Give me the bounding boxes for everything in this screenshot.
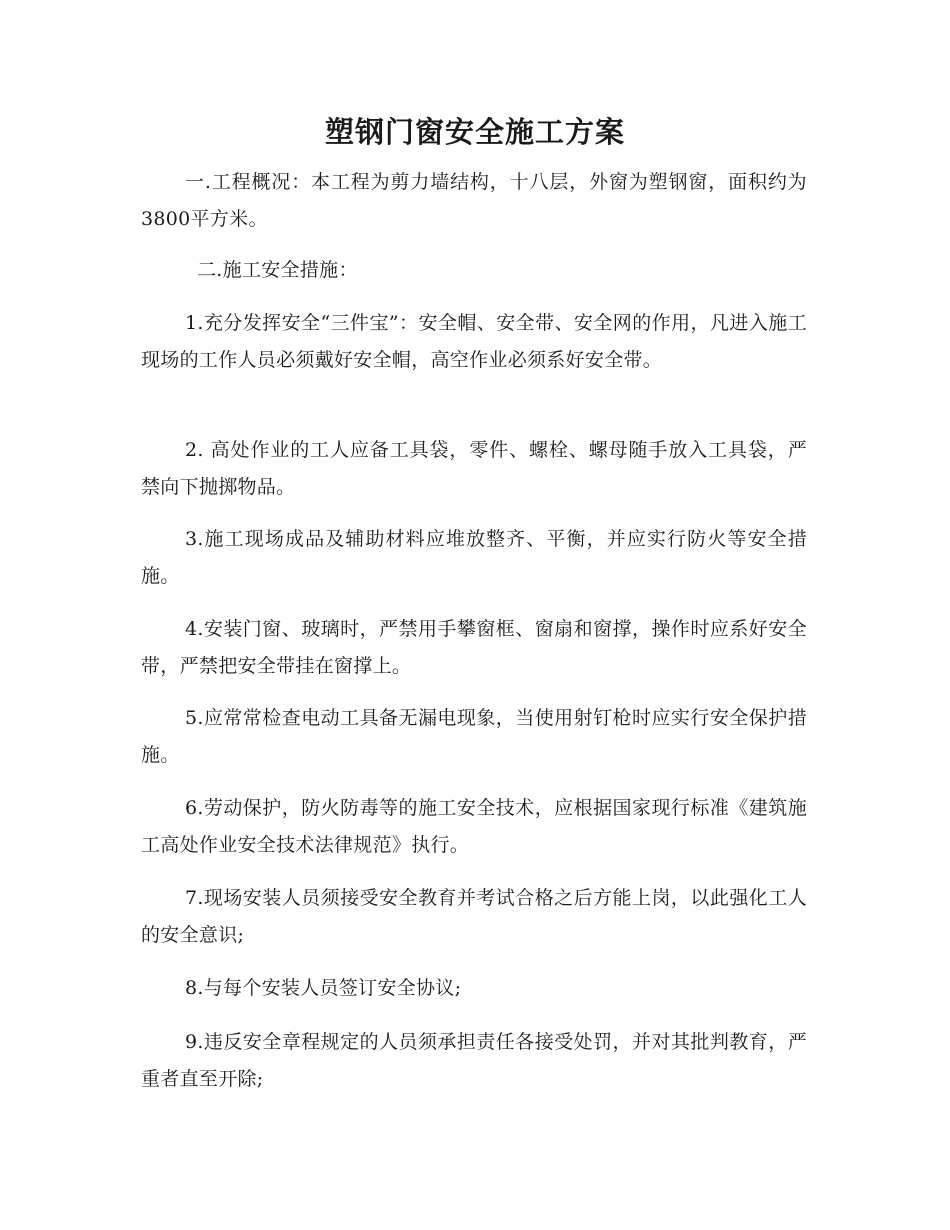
paragraph-item-4: 4.安装门窗、玻璃时，严禁用手攀窗框、窗扇和窗撑，操作时应系好安全带，严禁把安全带挂在窗撑上。 (141, 618, 807, 677)
section-heading-safety-measures: 二.施工安全措施： (197, 259, 358, 281)
document-title: 塑钢门窗安全施工方案 (324, 115, 625, 149)
paragraph-item-3: 3.施工现场成品及辅助材料应堆放整齐、平衡，并应实行防火等安全措施。 (141, 528, 807, 587)
paragraph-item-2: 2. 高处作业的工人应备工具袋，零件、螺栓、螺母随手放入工具袋，严禁向下抛掷物品。 (141, 439, 807, 498)
paragraph-project-overview: 一.工程概况：本工程为剪力墙结构，十八层，外窗为塑钢窗，面积约为3800平方米。 (141, 171, 807, 230)
paragraph-item-1: 1.充分发挥安全“三件宝”：安全帽、安全带、安全网的作用，凡进入施工现场的工作人员必须戴好安全帽，高空作业必须系好安全带。 (141, 312, 807, 371)
paragraph-item-5: 5.应常常检查电动工具备无漏电现象，当使用射钉枪时应实行安全保护措施。 (141, 707, 807, 766)
paragraph-item-6: 6.劳动保护，防火防毒等的施工安全技术，应根据国家现行标准《建筑施工高处作业安全技术法律规范》执行。 (141, 797, 807, 856)
paragraph-item-7: 7.现场安装人员须接受安全教育并考试合格之后方能上岗，以此强化工人的安全意识; (141, 887, 807, 946)
paragraph-item-8: 8.与每个安装人员签订安全协议; (185, 977, 462, 999)
paragraph-item-9: 9.违反安全章程规定的人员须承担责任各接受处罚，并对其批判教育，严重者直至开除; (141, 1031, 807, 1090)
